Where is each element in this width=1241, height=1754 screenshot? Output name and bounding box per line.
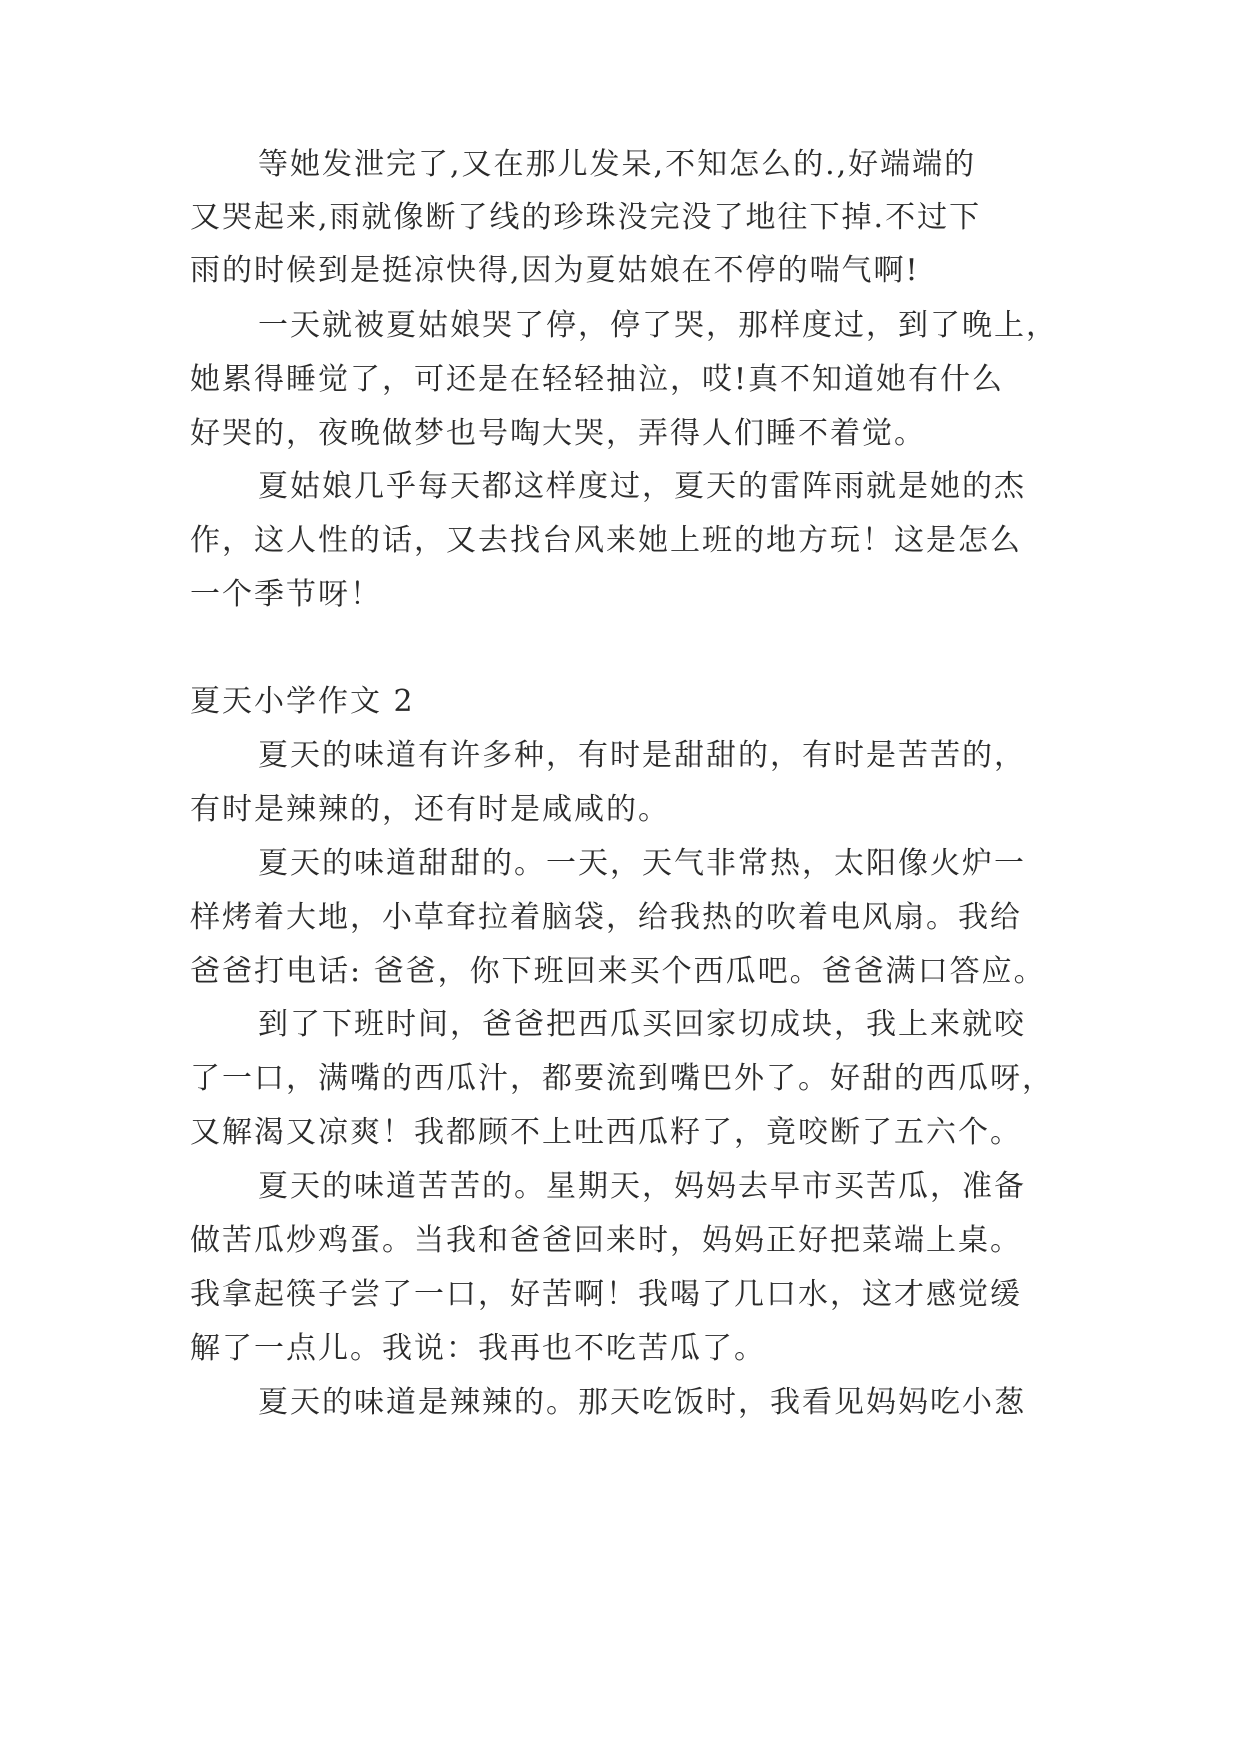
paragraph-7-line-2: 做苦瓜炒鸡蛋。当我和爸爸回来时，妈妈正好把菜端上桌。: [190, 1223, 1022, 1258]
paragraph-5-line-1: 夏天的味道甜甜的。一天，天气非常热，太阳像火炉一: [258, 846, 1026, 881]
paragraph-2-line-1: 一天就被夏姑娘哭了停，停了哭，那样度过，到了晚上，: [258, 308, 1058, 343]
paragraph-5-line-3: 爸爸打电话: 爸爸，你下班回来买个西瓜吧。爸爸满口答应。: [190, 954, 1046, 989]
paragraph-8-line-1: 夏天的味道是辣辣的。那天吃饭时，我看见妈妈吃小葱: [258, 1385, 1026, 1420]
paragraph-2-line-3: 好哭的，夜晚做梦也号啕大哭，弄得人们睡不着觉。: [190, 416, 926, 451]
paragraph-3-line-1: 夏姑娘几乎每天都这样度过，夏天的雷阵雨就是她的杰: [258, 469, 1026, 504]
paragraph-7-line-4: 解了一点儿。我说：我再也不吃苦瓜了。: [190, 1331, 766, 1366]
paragraph-7-line-1: 夏天的味道苦苦的。星期天，妈妈去早市买苦瓜，准备: [258, 1169, 1026, 1204]
paragraph-6-line-3: 又解渴又凉爽！我都顾不上吐西瓜籽了，竟咬断了五六个。: [190, 1115, 1022, 1150]
paragraph-7-line-3: 我拿起筷子尝了一口，好苦啊！我喝了几口水，这才感觉缓: [190, 1277, 1022, 1312]
paragraph-5-line-2: 样烤着大地，小草耷拉着脑袋，给我热的吹着电风扇。我给: [190, 900, 1022, 935]
paragraph-1-line-3: 雨的时候到是挺凉快得,因为夏姑娘在不停的喘气啊!: [190, 253, 920, 288]
section-title: 夏天小学作文 2: [190, 684, 415, 719]
paragraph-1-line-2: 又哭起来,雨就像断了线的珍珠没完没了地往下掉.不过下: [190, 200, 982, 235]
paragraph-4-line-1: 夏天的味道有许多种，有时是甜甜的，有时是苦苦的，: [258, 738, 1026, 773]
paragraph-4-line-2: 有时是辣辣的，还有时是咸咸的。: [190, 792, 670, 827]
paragraph-3-line-3: 一个季节呀！: [190, 577, 382, 612]
paragraph-1-line-1: 等她发泄完了,又在那儿发呆,不知怎么的.,好端端的: [258, 147, 977, 182]
paragraph-6-line-2: 了一口，满嘴的西瓜汁，都要流到嘴巴外了。好甜的西瓜呀，: [190, 1061, 1054, 1096]
paragraph-6-line-1: 到了下班时间，爸爸把西瓜买回家切成块，我上来就咬: [258, 1007, 1026, 1042]
paragraph-2-line-2: 她累得睡觉了，可还是在轻轻抽泣，哎!真不知道她有什么: [190, 362, 1005, 397]
paragraph-3-line-2: 作，这人性的话，又去找台风来她上班的地方玩！这是怎么: [190, 523, 1022, 558]
